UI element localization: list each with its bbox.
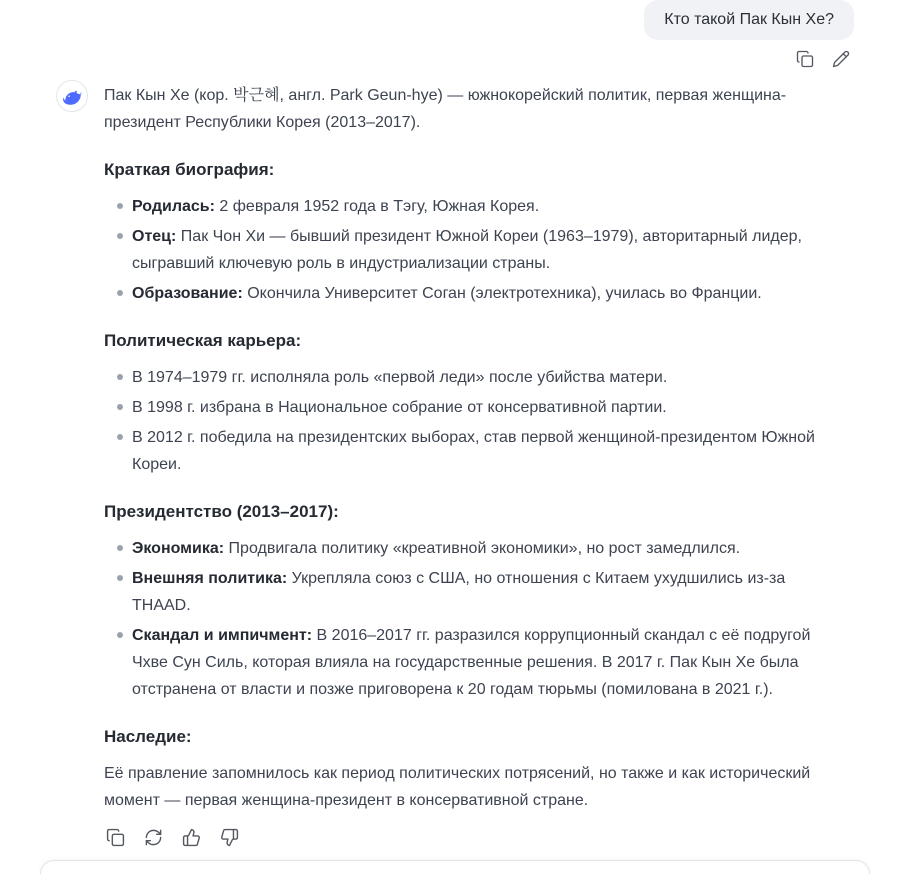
bullet-text: Укрепляла союз с США, но отношения с Китаем ухудшились из-за THAAD. xyxy=(132,570,786,614)
user-message-text: Кто такой Пак Кын Хе? xyxy=(664,11,834,28)
career-list xyxy=(104,364,848,478)
bullet-term: Экономика: xyxy=(132,540,225,557)
list-item xyxy=(104,223,848,277)
copy-message-button[interactable] xyxy=(794,48,816,70)
section-heading-legacy: Наследие: xyxy=(104,727,192,746)
section-heading-presidency: Президентство (2013–2017): xyxy=(104,502,339,521)
bullet-marker xyxy=(117,575,123,581)
bullet-text: В 1998 г. избрана в Национальное собрание от консервативной партии. xyxy=(132,399,667,416)
regenerate-button[interactable] xyxy=(142,826,165,849)
assistant-message-content xyxy=(104,80,848,849)
response-actions xyxy=(104,826,848,849)
bullet-marker xyxy=(117,233,123,239)
thumbs-up-icon xyxy=(182,828,201,847)
deepseek-whale-icon xyxy=(61,85,84,108)
bullet-marker xyxy=(117,290,123,296)
bullet-text: Продвигала политику «креативной экономики», но рост замедлился. xyxy=(228,540,741,557)
thumbs-up-button[interactable] xyxy=(180,826,203,849)
bullet-text: 2 февраля 1952 года в Тэгу, Южная Корея. xyxy=(219,198,540,215)
bullet-term: Скандал и импичмент: xyxy=(132,627,313,644)
bullet-text: В 1974–1979 гг. исполняла роль «первой леди» после убийства матери. xyxy=(132,369,668,386)
section-heading-biography: Краткая биография: xyxy=(104,160,275,179)
list-item xyxy=(104,622,848,703)
bullet-marker xyxy=(117,203,123,209)
copy-icon xyxy=(106,828,125,847)
biography-list xyxy=(104,193,848,307)
thumbs-down-icon xyxy=(220,828,239,847)
copy-icon xyxy=(796,50,814,68)
bullet-term: Отец: xyxy=(132,228,177,245)
presidency-list xyxy=(104,535,848,703)
bullet-term: Образование: xyxy=(132,285,243,302)
edit-message-button[interactable] xyxy=(830,48,852,70)
bullet-marker xyxy=(117,545,123,551)
copy-response-button[interactable] xyxy=(104,826,127,849)
thumbs-down-button[interactable] xyxy=(218,826,241,849)
regenerate-icon xyxy=(144,828,163,847)
user-message-actions xyxy=(0,40,898,70)
list-item xyxy=(104,565,848,619)
bullet-term: Внешняя политика: xyxy=(132,570,288,587)
section-heading-career: Политическая карьера: xyxy=(104,331,302,350)
bullet-text: В 2016–2017 гг. разразился коррупционный скандал с её подругой Чхве Сун Силь, которая влияла на государственные решения. В 2017 г. Пак Кын Хе была отстранена от власти и позже приговорена к 20 годам тюрьмы (помилована в 2021 г.). xyxy=(132,627,811,698)
bullet-text: Пак Чон Хи — бывший президент Южной Кореи (1963–1979), авторитарный лидер, сыгравший ключевую роль в индустриализации страны. xyxy=(132,228,802,272)
legacy-paragraph: Её правление запомнилось как период политических потрясений, но также и как исторический момент — первая женщина-президент в консервативной стране. xyxy=(104,765,811,809)
list-item xyxy=(104,424,848,478)
chat-input-bar[interactable] xyxy=(40,860,870,874)
assistant-message-row xyxy=(0,70,898,849)
list-item xyxy=(104,535,848,562)
bullet-term: Родилась: xyxy=(132,198,215,215)
bullet-marker xyxy=(117,374,123,380)
bullet-marker xyxy=(117,404,123,410)
bullet-marker xyxy=(117,632,123,638)
assistant-avatar xyxy=(56,80,88,112)
user-message-row xyxy=(0,0,898,40)
list-item xyxy=(104,193,848,220)
assistant-intro: Пак Кын Хе (кор. 박근혜, англ. Park Geun-hye) — южнокорейский политик, первая женщина-президент Республики Корея (2013–2017). xyxy=(104,87,787,131)
list-item xyxy=(104,364,848,391)
list-item xyxy=(104,280,848,307)
bullet-text: В 2012 г. победила на президентских выборах, став первой женщиной-президентом Южной Кореи. xyxy=(132,429,815,473)
user-message-bubble xyxy=(644,0,854,40)
list-item xyxy=(104,394,848,421)
edit-icon xyxy=(832,50,850,68)
bullet-text: Окончила Университет Соган (электротехника), училась во Франции. xyxy=(247,285,762,302)
bullet-marker xyxy=(117,434,123,440)
